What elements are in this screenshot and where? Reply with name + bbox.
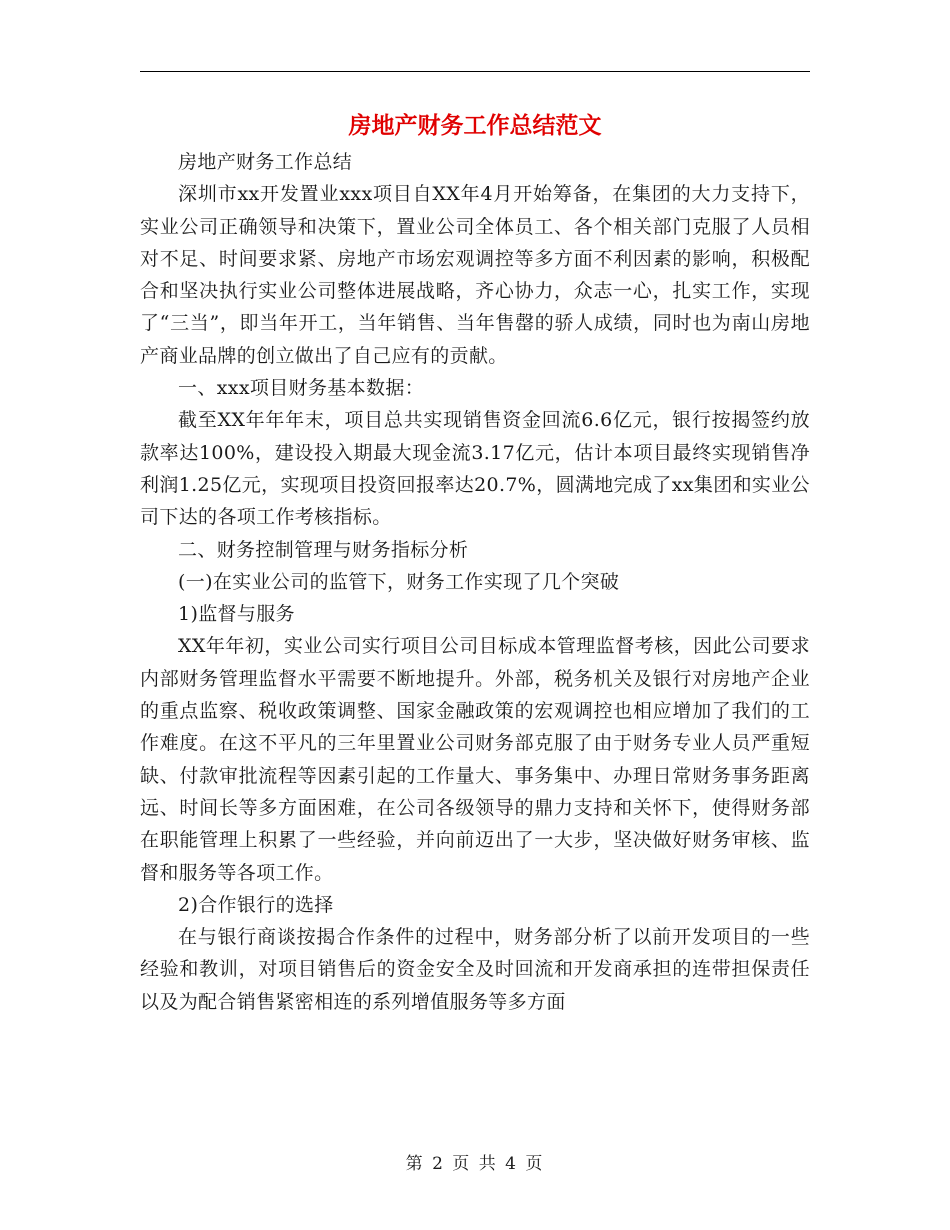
paragraph-subtitle: 房地产财务工作总结: [178, 151, 353, 173]
header-rule: [140, 71, 810, 72]
subsection-heading-1: (一)在实业公司的监管下，财务工作实现了几个突破: [178, 570, 620, 593]
section-heading-1: 一、xxx项目财务基本数据：: [178, 377, 425, 400]
document-body: [140, 146, 810, 1018]
section-heading-2: 二、财务控制管理与财务指标分析: [178, 538, 469, 561]
paragraph-intro: 深圳市xx开发置业xxx项目自XX年4月开始筹备，在集团的大力支持下，实业公司正确领导和决策下，置业公司全体员工、各个相关部门克服了人员相对不足、时间要求紧、房地产市场宏观调控等多方面不利因素的影响，积极配合和坚决执行实业公司整体进展战略，齐心协力，众志一心，扎实工作，实现了“三当”，即当年开工，当年销售、当年售罄的骄人成绩，同时也为南山房地产商业品牌的创立做出了自己应有的贡献。: [140, 183, 810, 367]
page-number-footer: 第 2 页 共 4 页: [405, 1154, 545, 1174]
item-heading-1: 1)监督与服务: [178, 603, 295, 626]
document-title: 房地产财务工作总结范文: [348, 112, 602, 139]
paragraph-basic-data: 截至XX年年年末，项目总共实现销售资金回流6.6亿元，银行按揭签约放款率达100%，建设投入期最大现金流3.17亿元，估计本项目最终实现销售净利润1.25亿元，实现项目投资回报率达20.7%，圆满地完成了xx集团和实业公司下达的各项工作考核指标。: [140, 409, 810, 529]
paragraph-supervision: XX年年初，实业公司实行项目公司目标成本管理监督考核，因此公司要求内部财务管理监督水平需要不断地提升。外部，税务机关及银行对房地产企业的重点监察、税收政策调整、国家金融政策的宏观调控也相应增加了我们的工作难度。在这不平凡的三年里置业公司财务部克服了由于财务专业人员严重短缺、付款审批流程等因素引起的工作量大、事务集中、办理日常财务事务距离远、时间长等多方面困难，在公司各级领导的鼎力支持和关怀下，使得财务部在职能管理上积累了一些经验，并向前迈出了一大步，坚决做好财务审核、监督和服务等各项工作。: [140, 635, 810, 884]
paragraph-bank-selection: 在与银行商谈按揭合作条件的过程中，财务部分析了以前开发项目的一些经验和教训，对项目销售后的资金安全及时回流和开发商承担的连带担保责任以及为配合销售紧密相连的系列增值服务等多方面: [140, 926, 810, 1013]
item-heading-2: 2)合作银行的选择: [178, 893, 334, 916]
